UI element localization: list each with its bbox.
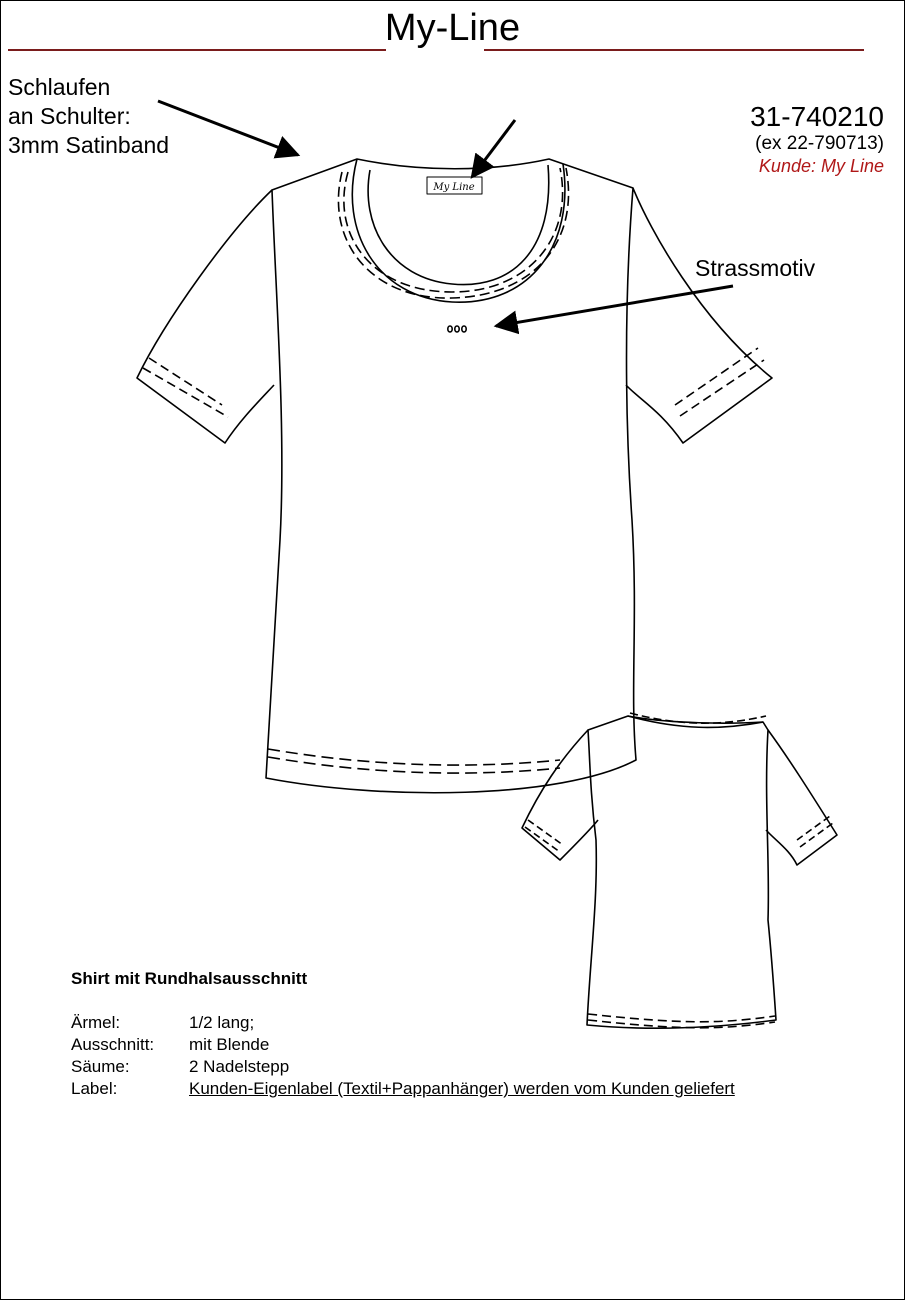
spec-row-sleeve xyxy=(71,1012,735,1034)
rhinestone-callout: Strassmotiv xyxy=(695,255,816,281)
spec-key: Säume: xyxy=(71,1057,130,1076)
spec-title: Shirt mit Rundhalsausschnitt xyxy=(71,969,308,988)
spec-value: 2 Nadelstepp xyxy=(189,1057,290,1076)
front-body-outline xyxy=(266,159,636,793)
hem-stitch-2 xyxy=(268,757,560,773)
spec-rows xyxy=(71,1012,735,1100)
spec-block xyxy=(71,968,735,1100)
spec-value: mit Blende xyxy=(189,1035,270,1054)
right-cuff-stitch-2 xyxy=(680,360,764,416)
rhinestone-dot xyxy=(462,326,466,332)
rhinestone-dot xyxy=(455,326,459,332)
page-title: My-Line xyxy=(384,7,521,49)
customer-label: Kunde: My Line xyxy=(758,156,884,176)
label-tag-text: My Line xyxy=(433,182,475,193)
spec-value: 1/2 lang; xyxy=(189,1013,255,1032)
front-right-sleeve xyxy=(626,188,772,443)
arrow-label xyxy=(472,120,515,177)
arrow-shoulder-loop xyxy=(158,101,298,155)
spec-row-neckline xyxy=(71,1034,735,1056)
left-cuff-stitch-1 xyxy=(149,358,222,405)
spec-value: Kunden-Eigenlabel (Textil+Pappanhänger) werden vom Kunden geliefert xyxy=(189,1079,735,1098)
article-number: 31-740210 xyxy=(750,101,884,132)
loops-callout: Schlaufen an Schulter: 3mm Satinband xyxy=(8,74,170,158)
article-ex-number: (ex 22-790713) xyxy=(755,133,884,154)
spec-row-label xyxy=(71,1078,735,1100)
front-shirt xyxy=(137,159,772,793)
spec-key: Ärmel: xyxy=(71,1013,121,1032)
back-right-sleeve xyxy=(766,730,837,865)
hem-stitch-1 xyxy=(268,749,560,765)
rhinestone-dot xyxy=(448,326,452,332)
arrow-rhinestone xyxy=(496,286,733,326)
back-left-sleeve xyxy=(522,730,598,860)
spec-row-hems xyxy=(71,1056,735,1078)
spec-key: Label: xyxy=(71,1079,118,1098)
front-left-sleeve xyxy=(137,190,274,443)
neck-band xyxy=(352,159,565,302)
spec-key: Ausschnitt: xyxy=(71,1035,155,1054)
